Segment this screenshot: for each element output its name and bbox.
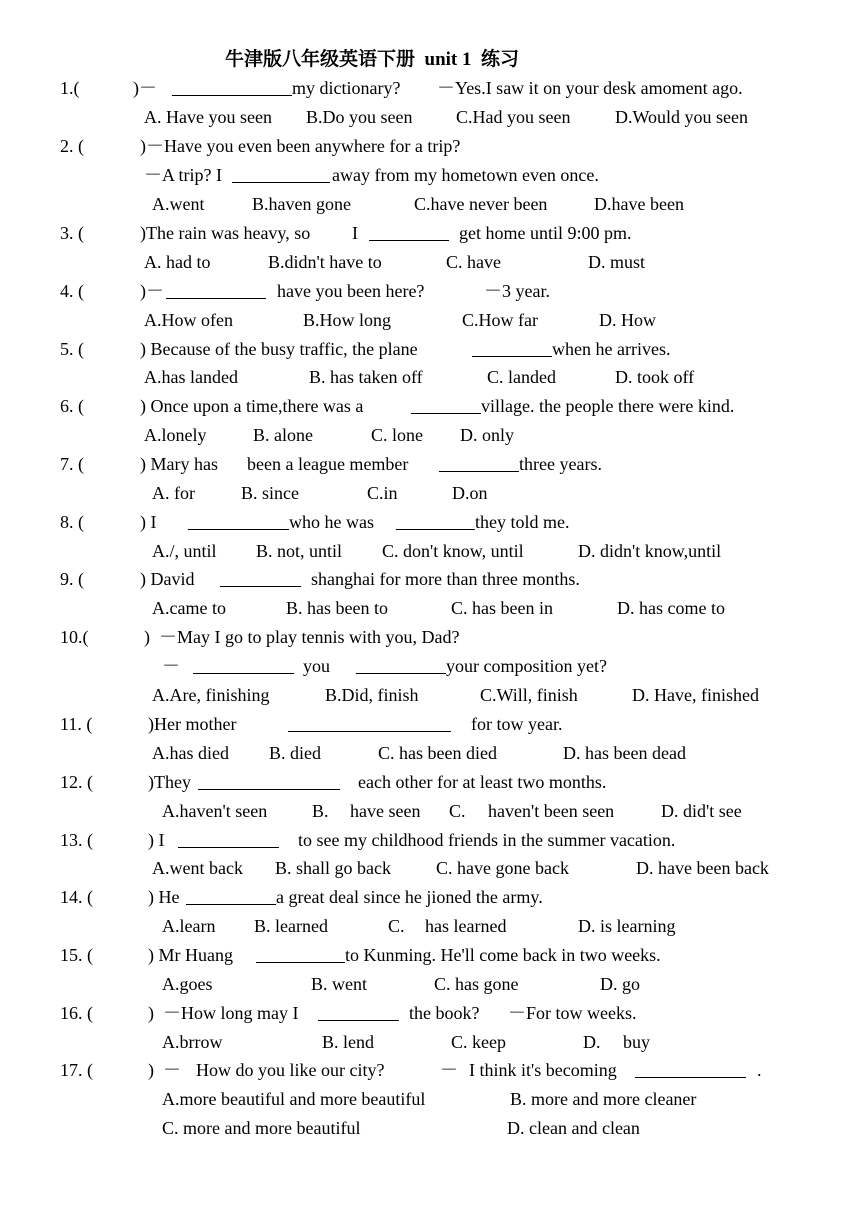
question-text: C.Will, finish: [480, 685, 578, 705]
question-line: [0, 1030, 860, 1054]
question-stem: [0, 770, 860, 794]
question-text: B.: [312, 801, 329, 821]
question-text: B. has taken off: [309, 367, 423, 387]
question-text: C.How far: [462, 310, 538, 330]
question-text: has learned: [425, 916, 507, 936]
question-text: B. not, until: [256, 541, 343, 561]
question-text: C. has been died: [378, 743, 497, 763]
question-line: [0, 972, 860, 996]
question-number: 12. (: [60, 772, 93, 792]
question-text: they told me.: [475, 512, 570, 532]
question-line: [0, 683, 860, 707]
question-text: I: [352, 223, 358, 243]
question-text: －3 year.: [484, 281, 550, 301]
answer-blank: [186, 904, 276, 905]
question-text: A.went: [152, 194, 205, 214]
question-text: haven't been seen: [488, 801, 615, 821]
question-text: ) －: [148, 1060, 181, 1080]
question-number: 10.(: [60, 627, 89, 647]
question-line: [0, 539, 860, 563]
question-text: your composition yet?: [446, 656, 607, 676]
question-text: )Her mother: [148, 714, 237, 734]
question-text: B. learned: [254, 916, 328, 936]
question-stem: [0, 76, 860, 100]
question-stem: [0, 134, 860, 158]
question-stem: [0, 510, 860, 534]
question-text: ) I: [148, 830, 165, 850]
question-text: .: [757, 1060, 762, 1080]
question-text: C.in: [367, 483, 398, 503]
question-text: A.How ofen: [144, 310, 233, 330]
question-text: D. Have, finished: [632, 685, 759, 705]
question-text: －For tow weeks.: [508, 1003, 637, 1023]
answer-blank: [166, 298, 266, 299]
answer-blank: [232, 182, 330, 183]
question-text: C.have never been: [414, 194, 548, 214]
question-line: [0, 423, 860, 447]
question-stem: [0, 279, 860, 303]
question-stem: [0, 221, 860, 245]
question-stem: [0, 625, 860, 649]
question-number: 11. (: [60, 714, 93, 734]
question-text: D. is learning: [578, 916, 676, 936]
question-text: buy: [623, 1032, 650, 1052]
question-text: A.has landed: [144, 367, 238, 387]
answer-blank: [188, 529, 289, 530]
question-text: I think it's becoming: [469, 1060, 617, 1080]
question-text: ) －May I go to play tennis with you, Dad?: [144, 627, 460, 647]
question-text: ) Once upon a time,there was a: [140, 396, 364, 416]
answer-blank: [396, 529, 475, 530]
question-number: 7. (: [60, 454, 84, 474]
question-number: 9. (: [60, 569, 84, 589]
question-text: D.on: [452, 483, 488, 503]
question-number: 14. (: [60, 887, 93, 907]
question-text: A.learn: [162, 916, 216, 936]
question-text: A.has died: [152, 743, 229, 763]
question-line: [0, 654, 860, 678]
question-stem: [0, 337, 860, 361]
question-text: C. landed: [487, 367, 556, 387]
answer-blank: [472, 356, 552, 357]
question-line: [0, 741, 860, 765]
question-text: when he arrives.: [552, 339, 671, 359]
question-number: 5. (: [60, 339, 84, 359]
question-line: [0, 481, 860, 505]
question-text: C.: [388, 916, 405, 936]
answer-blank: [172, 95, 292, 96]
question-text: three years.: [519, 454, 602, 474]
question-stem: [0, 712, 860, 736]
question-text: A.Are, finishing: [152, 685, 270, 705]
question-number: 4. (: [60, 281, 84, 301]
question-text: ) Mary has: [140, 454, 218, 474]
question-line: [0, 250, 860, 274]
question-text: A./, until: [152, 541, 217, 561]
answer-blank: [439, 471, 519, 472]
question-line: [0, 105, 860, 129]
question-text: for tow year.: [471, 714, 563, 734]
question-text: been a league member: [247, 454, 409, 474]
question-line: [0, 799, 860, 823]
question-text: A.more beautiful and more beautiful: [162, 1089, 426, 1109]
question-text: D. didn't know,until: [578, 541, 722, 561]
question-text: B. alone: [253, 425, 313, 445]
question-text: who he was: [289, 512, 374, 532]
question-stem: [0, 828, 860, 852]
question-text: you: [303, 656, 330, 676]
question-text: C. have: [446, 252, 501, 272]
question-text: B. shall go back: [275, 858, 391, 878]
question-text: C. have gone back: [436, 858, 569, 878]
question-text: D. has come to: [617, 598, 725, 618]
question-text: D. only: [460, 425, 514, 445]
question-line: [0, 856, 860, 880]
question-text: A.goes: [162, 974, 213, 994]
question-line: [0, 308, 860, 332]
question-text: C. keep: [451, 1032, 506, 1052]
question-line: [0, 1116, 860, 1140]
question-text: C.: [449, 801, 466, 821]
question-text: B. went: [311, 974, 367, 994]
answer-blank: [411, 413, 481, 414]
question-text: have you been here?: [277, 281, 425, 301]
question-line: [0, 596, 860, 620]
question-text: －: [440, 1060, 458, 1080]
question-text: shanghai for more than three months.: [311, 569, 580, 589]
question-text: A.haven't seen: [162, 801, 268, 821]
question-text: C. lone: [371, 425, 423, 445]
question-number: 1.(: [60, 78, 80, 98]
question-text: ) Because of the busy traffic, the plane: [140, 339, 418, 359]
question-text: ) David: [140, 569, 195, 589]
question-text: C.Had you seen: [456, 107, 571, 127]
question-stem: [0, 943, 860, 967]
answer-blank: [356, 673, 446, 674]
question-number: 17. (: [60, 1060, 93, 1080]
question-number: 2. (: [60, 136, 84, 156]
question-number: 16. (: [60, 1003, 93, 1023]
question-text: have seen: [350, 801, 421, 821]
answer-blank: [198, 789, 340, 790]
question-text: B. since: [241, 483, 299, 503]
question-text: my dictionary?: [292, 78, 401, 98]
question-text: A. for: [152, 483, 195, 503]
answer-blank: [256, 962, 345, 963]
question-text: D. has been dead: [563, 743, 686, 763]
question-stem: [0, 1001, 860, 1025]
question-text: A.came to: [152, 598, 226, 618]
question-text: D. How: [599, 310, 656, 330]
question-text: B. more and more cleaner: [510, 1089, 697, 1109]
question-text: A. Have you seen: [144, 107, 272, 127]
question-text: )－Have you even been anywhere for a trip?: [140, 136, 461, 156]
question-text: to Kunming. He'll come back in two weeks.: [345, 945, 661, 965]
question-text: D.: [583, 1032, 601, 1052]
question-text: A.lonely: [144, 425, 207, 445]
question-stem: [0, 567, 860, 591]
question-number: 8. (: [60, 512, 84, 532]
question-stem: [0, 885, 860, 909]
question-text: D. did't see: [661, 801, 742, 821]
question-text: D. must: [588, 252, 646, 272]
answer-blank: [220, 586, 301, 587]
question-text: village. the people there were kind.: [481, 396, 735, 416]
question-text: ) I: [140, 512, 157, 532]
question-text: B.Do you seen: [306, 107, 413, 127]
question-text: －A trip? I: [144, 165, 222, 185]
question-text: C. don't know, until: [382, 541, 524, 561]
question-text: B. lend: [322, 1032, 374, 1052]
question-stem: [0, 394, 860, 418]
question-text: ) Mr Huang: [148, 945, 233, 965]
question-text: －: [162, 656, 180, 676]
question-text: D. go: [600, 974, 640, 994]
question-text: B. has been to: [286, 598, 388, 618]
answer-blank: [635, 1077, 746, 1078]
question-text: B.didn't have to: [268, 252, 382, 272]
question-text: to see my childhood friends in the summer vacation.: [298, 830, 676, 850]
question-text: －Yes.I saw it on your desk amoment ago.: [437, 78, 743, 98]
question-line: [0, 163, 860, 187]
question-text: a great deal since he jioned the army.: [276, 887, 543, 907]
question-number: 6. (: [60, 396, 84, 416]
question-text: A.went back: [152, 858, 243, 878]
question-text: D. clean and clean: [507, 1118, 640, 1138]
question-text: )－: [133, 78, 157, 98]
question-text: C. has gone: [434, 974, 519, 994]
answer-blank: [288, 731, 451, 732]
question-text: )They: [148, 772, 191, 792]
question-text: B.haven gone: [252, 194, 351, 214]
answer-blank: [318, 1020, 399, 1021]
question-text: ) He: [148, 887, 180, 907]
question-stem: [0, 452, 860, 476]
question-text: D. took off: [615, 367, 695, 387]
question-text: D. have been back: [636, 858, 769, 878]
question-number: 3. (: [60, 223, 84, 243]
question-text: )The rain was heavy, so: [140, 223, 311, 243]
answer-blank: [178, 847, 279, 848]
question-text: C. has been in: [451, 598, 553, 618]
question-text: each other for at least two months.: [358, 772, 607, 792]
answer-blank: [369, 240, 449, 241]
question-line: [0, 192, 860, 216]
question-text: A.brrow: [162, 1032, 223, 1052]
question-text: )－: [140, 281, 164, 301]
question-line: [0, 365, 860, 389]
question-text: How do you like our city?: [196, 1060, 385, 1080]
question-text: D.have been: [594, 194, 684, 214]
question-text: B. died: [269, 743, 321, 763]
answer-blank: [193, 673, 294, 674]
question-text: C. more and more beautiful: [162, 1118, 361, 1138]
question-line: [0, 1087, 860, 1111]
question-text: ) －How long may I: [148, 1003, 299, 1023]
question-text: B.How long: [303, 310, 392, 330]
question-text: the book?: [409, 1003, 480, 1023]
question-line: [0, 914, 860, 938]
question-text: A. had to: [144, 252, 211, 272]
question-number: 15. (: [60, 945, 93, 965]
worksheet-title: 牛津版八年级英语下册 unit 1 练习: [225, 49, 519, 70]
question-number: 13. (: [60, 830, 93, 850]
question-text: B.Did, finish: [325, 685, 419, 705]
question-text: get home until 9:00 pm.: [459, 223, 632, 243]
question-text: D.Would you seen: [615, 107, 749, 127]
question-stem: [0, 1058, 860, 1082]
question-text: away from my hometown even once.: [332, 165, 599, 185]
